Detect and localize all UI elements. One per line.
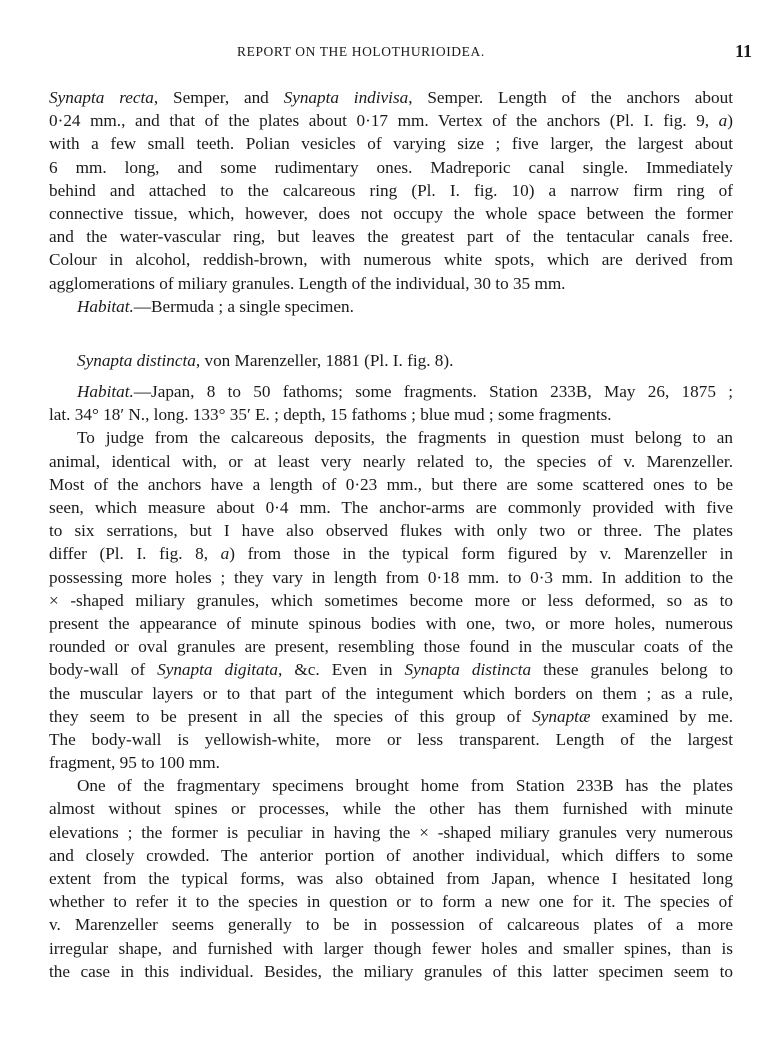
text-line: Synapta recta, Semper, and Synapta indivisa, Semper. Length of the anchors about xyxy=(49,88,733,107)
text-line: To judge from the calcareous deposits, the fragments in question must belong to an xyxy=(77,428,733,448)
text-line: possessing more holes ; they vary in length from 0·18 mm. to 0·3 mm. In addition to the xyxy=(49,567,733,587)
text-line: One of the fragmentary specimens brought home from Station 233B has the plates xyxy=(77,776,733,796)
page-header xyxy=(0,41,776,68)
text-line: agglomerations of miliary granules. Length of the individual, 30 to 35 mm. xyxy=(49,273,566,293)
spacer xyxy=(49,318,733,341)
text-line: elevations ; the former is peculiar in having the × -shaped miliary granules very numerous xyxy=(49,822,733,842)
text-line: and closely crowded. The anterior portion of another individual, which differs to some xyxy=(49,845,733,865)
paragraph-deposits xyxy=(49,426,733,774)
species-name: Synapta distincta xyxy=(77,350,196,370)
text-line: The body-wall is yellowish-white, more or less transparent. Length of the largest xyxy=(49,729,733,749)
habitat-label-2: Habitat. xyxy=(77,382,134,402)
species-heading xyxy=(49,349,733,372)
text-line: irregular shape, and furnished with larger though fewer holes and smaller spines, than is xyxy=(49,938,733,958)
habitat-text: —Bermuda ; a single specimen. xyxy=(133,296,354,316)
paragraph-fragmentary-specimens xyxy=(49,774,733,983)
text-line: they seem to be present in all the species of this group of Synaptæ examined by me. xyxy=(49,706,734,726)
section-synapta-recta xyxy=(49,86,733,295)
body-text xyxy=(49,86,733,983)
habitat-line-2: lat. 34° 18′ N., long. 133° 35′ E. ; depth, 15 fathoms ; blue mud ; some fragments. xyxy=(49,405,612,425)
text-line: 6 mm. long, and some rudimentary ones. Madreporic canal single. Immediately xyxy=(49,157,733,177)
text-line: behind and attached to the calcareous ring (Pl. I. fig. 10) a narrow firm ring of xyxy=(49,180,733,200)
text-line: animal, identical with, or at least very nearly related to, the species of v. Marenzeller. xyxy=(49,451,733,471)
text-line: Colour in alcohol, reddish-brown, with numerous white spots, which are derived from xyxy=(49,250,733,270)
text-line: to six serrations, but I have also observed flukes with only two or three. The plates xyxy=(49,521,733,541)
running-title: REPORT ON THE HOLOTHURIOIDEA. xyxy=(237,44,485,59)
text-line: × -shaped miliary granules, which sometimes become more or less deformed, so as to xyxy=(49,590,733,610)
text-line: differ (Pl. I. fig. 8, a) from those in the typical form figured by v. Marenzeller in xyxy=(49,544,733,564)
habitat-line xyxy=(49,295,733,318)
text-line: seen, which measure about 0·4 mm. The anchor-arms are commonly provided with five xyxy=(49,498,733,517)
text-line: rounded or oval granules are present, resembling those found in the muscular coats of the xyxy=(49,637,733,657)
text-line: the case in this individual. Besides, the miliary granules of this latter specimen seem to xyxy=(49,961,733,981)
text-line: connective tissue, which, however, does not occupy the whole space between the former xyxy=(49,203,733,223)
page-number: 11 xyxy=(735,41,753,61)
text-line: body-wall of Synapta digitata, &c. Even in Synapta distincta these granules belong to xyxy=(49,660,733,680)
text-line: and the water-vascular ring, but leaves the greatest part of the tentacular canals free. xyxy=(49,227,733,247)
text-line: extent from the typical forms, was also obtained from Japan, whence I hesitated long xyxy=(49,869,733,888)
text-line: with a few small teeth. Polian vesicles of varying size ; five larger, the largest about xyxy=(49,134,733,154)
text-line: present the appearance of minute spinous bodies with one, two, or more holes, numerous xyxy=(49,613,733,633)
text-line: 0·24 mm., and that of the plates about 0·17 mm. Vertex of the anchors (Pl. I. fig. 9, a) xyxy=(49,111,733,131)
habitat-text-2: —Japan, 8 to 50 fathoms; some fragments. Station 233B, May 26, 1875 ; xyxy=(133,382,733,402)
text-line: whether to refer it to the species in question or to form a new one for it. The species of xyxy=(49,892,733,912)
habitat-line-1 xyxy=(49,380,733,403)
text-line: v. Marenzeller seems generally to be in possession of calcareous plates of a more xyxy=(49,915,733,935)
text-line: almost without spines or processes, while the other has them furnished with minute xyxy=(49,799,733,819)
text-line: fragment, 95 to 100 mm. xyxy=(49,753,220,773)
habitat-label: Habitat. xyxy=(77,296,134,316)
text-line: the muscular layers or to that part of the integument which borders on them ; as a rule, xyxy=(49,683,733,703)
text-line: Most of the anchors have a length of 0·23 mm., but there are some scattered ones to be xyxy=(49,474,733,494)
species-authority: , von Marenzeller, 1881 (Pl. I. fig. 8). xyxy=(195,350,454,370)
